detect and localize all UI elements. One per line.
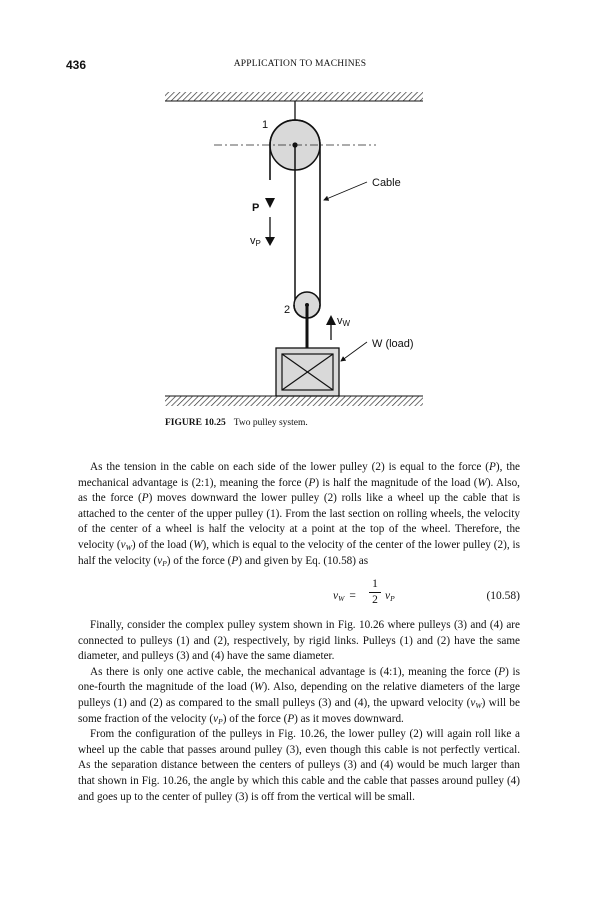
text-run: ) will be some fraction of the velocity (: [78, 696, 520, 725]
symbol-p: P: [141, 492, 149, 505]
paragraph-2-text: Finally, consider the complex pulley system shown in Fig. 10.26 where pulleys (3) and (4) are connected to pulleys (1) and (2), respectively, by rigid links. Pulleys (1) and (2) have the same diameter, and pulleys (3) and (4) have the same diameter.: [78, 619, 520, 663]
text-run: ) as it moves downward.: [294, 712, 404, 725]
label-velocity-p-sub: P: [255, 239, 261, 248]
text-run: ) moves downward the lower pulley (2) rolls like a wheel up the cable that is attached to the center of the upper pulley (1). From the last section on rolling wheels, the velocity of the center of a wheel is half the velocity at a point at the top of the wheel. Therefore, the velocity (: [78, 492, 520, 551]
text-run: ), the mechanical advantage is (2:1), meaning the force (: [78, 461, 520, 489]
page-number: 436: [66, 58, 87, 72]
text-run: ). Also, depending on the relative diameters of the large pulleys (1) and (2) as compared to the small pulleys (3) and (4), the upward velocity (: [78, 681, 520, 709]
equation-10-58: [78, 578, 520, 614]
text-run: ) is one-fourth the magnitude of the load (: [78, 665, 520, 694]
equation-denominator: 2: [372, 594, 378, 606]
text-run: ) of the force (: [222, 712, 288, 725]
symbol-p: P: [489, 461, 496, 473]
label-pulley-2: 2: [284, 304, 291, 316]
label-load: W (load): [372, 338, 414, 350]
equation-lhs-v: v: [333, 590, 339, 602]
text-run: ) of the force (: [166, 554, 232, 567]
velocity-p-arrow-head: [265, 237, 275, 246]
symbol-p: P: [231, 554, 239, 567]
paragraph-4-text: From the configuration of the pulleys in Fig. 10.26, the lower pulley (2) will again roll like a wheel up the cable that passes around pulley (3), even though this cable is not perfectly vertical. As the separation distance between the centers of pulleys (3) and (4) would be much larger than that shown in Fig. 10.26, the angle by which this cable and the cable that passes around pulley (4) and goes up to the center of pulley (3) is off from the vertical will be small.: [78, 728, 520, 803]
figure-caption: [165, 418, 308, 428]
label-velocity-p-main: v: [250, 235, 256, 247]
equation-equals: =: [349, 590, 356, 602]
equation-rhs-v: v: [385, 590, 391, 602]
paragraph-1: [78, 460, 520, 569]
text-run: ) is half the magnitude of the load (: [315, 476, 478, 489]
symbol-v: v: [213, 712, 219, 725]
symbol-v: v: [157, 554, 163, 567]
symbol-p: P: [498, 665, 506, 678]
symbol-w: W: [477, 476, 487, 489]
equation-number: (10.58): [486, 590, 520, 602]
label-cable: Cable: [372, 177, 401, 189]
symbol-sub-w: W: [475, 700, 482, 710]
equation-fraction: [369, 578, 381, 607]
text-run: ) of the load (: [131, 538, 194, 551]
load-leader: [341, 342, 367, 361]
figure-caption-label: FIGURE 10.25: [165, 418, 226, 428]
velocity-w-arrow-head: [326, 315, 336, 325]
symbol-sub-w: W: [125, 542, 132, 552]
label-velocity-w: [337, 315, 351, 328]
equation-numerator: 1: [372, 578, 378, 590]
equation-lhs-sub: W: [338, 594, 345, 603]
label-velocity-w-sub: W: [342, 319, 351, 328]
symbol-v: v: [470, 696, 476, 709]
equation-fraction-bar: [369, 592, 381, 593]
text-run: ). Also, as the force (: [78, 476, 520, 505]
text-run: ), which is equal to the velocity of the center of the lower pulley (2), is half the velocity (: [78, 538, 520, 567]
text-run: As the tension in the cable on each side of the lower pulley (2) is equal to the force (: [90, 461, 490, 473]
cable-leader: [324, 182, 367, 200]
text-run: ) and given by Eq. (10.58) as: [238, 554, 369, 567]
label-force-p: P: [252, 202, 260, 214]
equation-lhs: [333, 590, 356, 602]
symbol-w: W: [193, 538, 203, 551]
ground-hatch: [165, 396, 423, 406]
pulley-figure: [0, 0, 600, 440]
symbol-p: P: [308, 476, 316, 489]
symbol-sub-p: P: [162, 558, 167, 568]
force-p-arrow: [265, 198, 275, 208]
paragraph-1-text: [78, 460, 520, 569]
label-velocity-w-main: v: [337, 315, 343, 327]
symbol-w: W: [254, 681, 264, 694]
paragraph-3-text: [78, 665, 520, 727]
text-run: As there is only one active cable, the mechanical advantage is (4:1), meaning the force (: [90, 665, 499, 678]
symbol-v: v: [120, 538, 126, 551]
figure-caption-text: Two pulley system.: [233, 418, 308, 428]
ceiling-hatch: [165, 92, 423, 101]
label-velocity-p: [250, 235, 261, 248]
equation-rhs-sub: P: [390, 594, 395, 603]
symbol-sub-p: P: [218, 716, 223, 726]
symbol-p: P: [287, 712, 295, 725]
label-pulley-1: 1: [262, 119, 269, 131]
equation-rhs: [385, 590, 395, 602]
paragraphs-2-4: [78, 618, 520, 805]
running-title: APPLICATION TO MACHINES: [233, 59, 367, 69]
